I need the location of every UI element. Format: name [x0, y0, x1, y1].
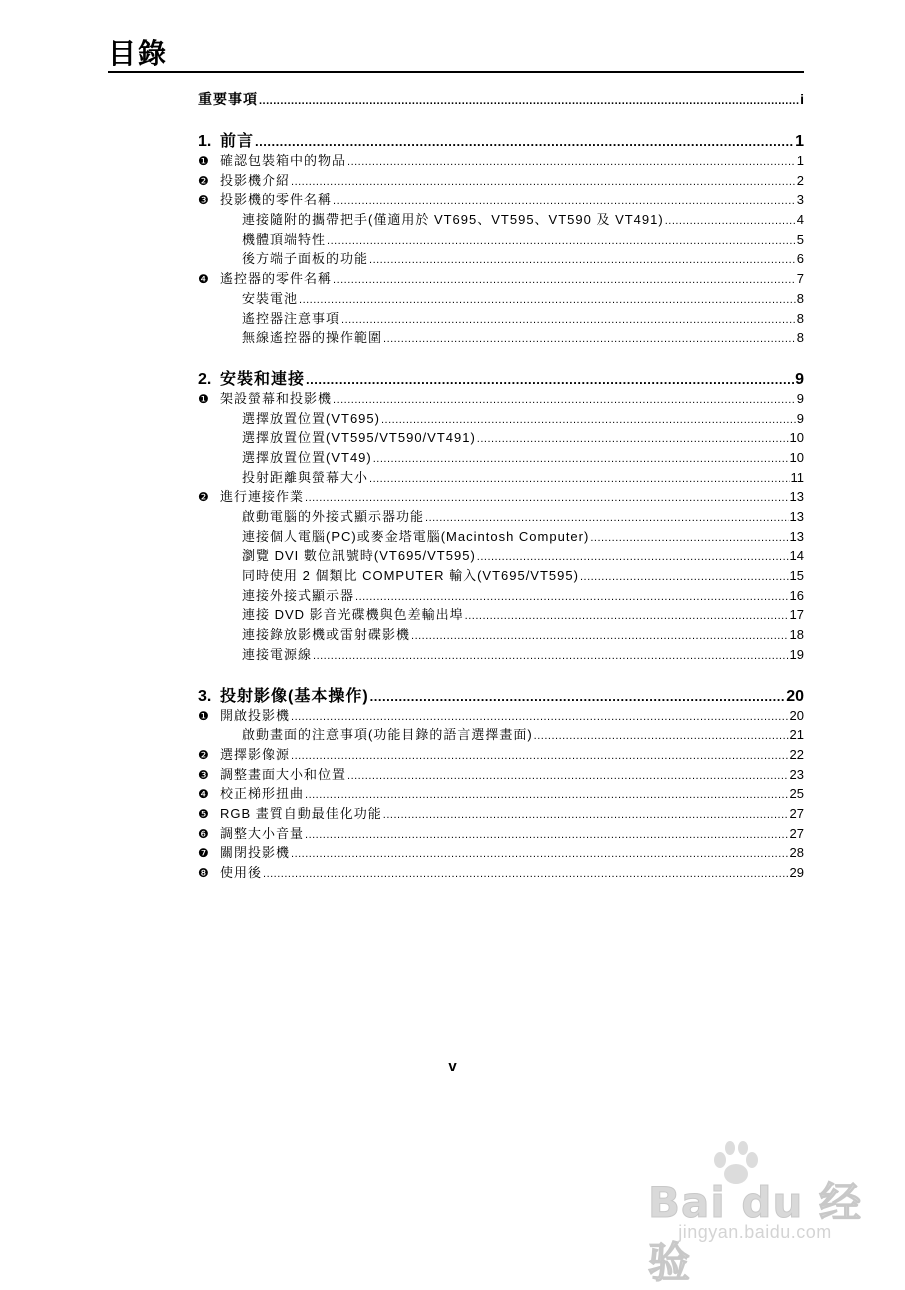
toc-entry-title: 投影機介紹: [220, 172, 291, 188]
toc-bullet-icon: ❷: [198, 173, 209, 188]
toc-entry-title: 架設螢幕和投影機: [220, 390, 333, 406]
toc-leader-dots: [333, 394, 796, 406]
toc-entry-title: 連接錄放影機或雷射碟影機: [242, 627, 411, 643]
watermark-logo-text: Bai du 经验: [648, 1178, 862, 1287]
toc-entry: [198, 150, 804, 170]
toc-entry-title: 校正梯形扭曲: [220, 786, 305, 802]
toc-page-number: 8: [796, 290, 804, 306]
toc-page-number: 21: [789, 727, 804, 743]
toc-leader-dots: [259, 95, 799, 107]
toc-leader-dots: [333, 195, 796, 207]
toc-chapter-number: 3.: [198, 687, 212, 705]
toc-page-number: 23: [789, 766, 804, 782]
table-of-contents: [198, 89, 804, 882]
toc-entry-title: 選擇放置位置(VT49): [242, 449, 372, 465]
toc-leader-dots: [665, 215, 796, 227]
toc-page-number: 18: [789, 627, 804, 643]
toc-page-number: 10: [789, 430, 804, 446]
toc-entry: [198, 189, 804, 209]
toc-entry-title: 開啟投影機: [220, 707, 291, 723]
toc-page-number: 8: [796, 310, 804, 326]
toc-leader-dots: [255, 134, 794, 149]
toc-entry: [198, 862, 804, 882]
toc-page-number: 6: [796, 251, 804, 267]
toc-leader-dots: [411, 630, 789, 642]
toc-subentry: [198, 288, 804, 308]
toc-page-number: 9: [795, 370, 804, 388]
title-divider: [108, 71, 804, 73]
toc-leader-dots: [383, 333, 796, 345]
toc-leader-dots: [291, 750, 789, 762]
toc-bullet-icon: ❽: [198, 866, 209, 880]
toc-page-number: 7: [796, 271, 804, 287]
toc-leader-dots: [347, 156, 796, 168]
toc-entry-title: 同時使用 2 個類比 COMPUTER 輸入(VT695/VT595): [242, 568, 579, 584]
toc-page-number: 25: [789, 786, 804, 802]
toc-subentry: [198, 585, 804, 605]
toc-entry-title: 調整畫面大小和位置: [220, 766, 347, 782]
toc-leader-dots: [370, 689, 786, 704]
toc-subentry: [198, 229, 804, 249]
toc-page-number: 29: [789, 865, 804, 880]
toc-page-number: 9: [796, 390, 804, 406]
toc-page-number: 20: [789, 707, 804, 723]
toc-page-number: 17: [789, 607, 804, 623]
toc-chapter-number: 1.: [198, 133, 212, 150]
toc-entry-title: 進行連接作業: [220, 489, 305, 505]
toc-bullet-icon: ❷: [198, 747, 209, 762]
toc-bullet-icon: ❹: [198, 787, 209, 802]
toc-leader-dots: [263, 868, 789, 880]
toc-bullet-icon: ❸: [198, 193, 209, 208]
toc-leader-dots: [291, 711, 789, 723]
toc-bullet-icon: ❺: [198, 806, 209, 821]
toc-entry: [198, 842, 804, 862]
toc-page-number: 27: [789, 805, 804, 821]
toc-leader-dots: [373, 453, 789, 465]
toc-entry-title: 遙控器的零件名稱: [220, 271, 333, 287]
toc-subentry: [198, 467, 804, 487]
toc-page-number: 15: [789, 568, 804, 584]
toc-entry: [198, 823, 804, 843]
toc-leader-dots: [580, 571, 789, 583]
toc-leader-dots: [305, 789, 789, 801]
toc-bullet-icon: ❻: [198, 826, 209, 841]
toc-bullet-icon: ❶: [198, 154, 209, 168]
toc-entry-title: 關閉投影機: [220, 845, 291, 861]
watermark-url: jingyan.baidu.com: [678, 1222, 832, 1242]
baidu-jingyan-watermark: [640, 1140, 870, 1287]
toc-entry-title: 投影機的零件名稱: [220, 192, 333, 208]
toc-chapter-number: 2.: [198, 370, 212, 388]
toc-entry-title: 調整大小音量: [220, 825, 305, 841]
toc-subentry: [198, 545, 804, 565]
toc-subentry: [198, 506, 804, 526]
toc-leader-dots: [465, 610, 789, 622]
toc-entry-title: 連接外接式顯示器: [242, 587, 355, 603]
toc-page-number: 14: [789, 548, 804, 564]
toc-entry-title: 連接電源線: [242, 646, 313, 662]
toc-leader-dots: [383, 809, 789, 821]
toc-leader-dots: [305, 492, 789, 504]
toc-page-number: 13: [789, 528, 804, 544]
page-number: v: [448, 1058, 457, 1075]
toc-page-number: 16: [789, 587, 804, 603]
toc-heading: [198, 89, 804, 109]
toc-page-number: 11: [790, 469, 804, 485]
toc-leader-dots: [477, 551, 789, 563]
toc-leader-dots: [369, 254, 796, 266]
toc-subentry: [198, 308, 804, 328]
toc-leader-dots: [369, 473, 789, 485]
toc-bullet-icon: ❶: [198, 708, 209, 723]
toc-page-number: 3: [796, 192, 804, 208]
toc-entry-title: 選擇放置位置(VT595/VT590/VT491): [242, 430, 476, 446]
toc-entry-title: 重要事項: [198, 91, 258, 107]
toc-page-number: 2: [796, 172, 804, 188]
toc-entry-title: 後方端子面板的功能: [242, 251, 369, 267]
toc-chapter: [198, 366, 804, 388]
toc-page-number: 13: [789, 509, 804, 524]
toc-entry: [198, 744, 804, 764]
toc-leader-dots: [341, 314, 796, 326]
toc-leader-dots: [299, 294, 796, 306]
toc-entry-title: 投射距離與螢幕大小: [242, 469, 369, 485]
toc-entry-title: RGB 畫質自動最佳化功能: [220, 805, 382, 821]
toc-bullet-icon: ❹: [198, 272, 209, 287]
toc-leader-dots: [425, 512, 789, 524]
toc-entry-title: 瀏覽 DVI 數位訊號時(VT695/VT595): [242, 548, 476, 564]
toc-entry-title: 無線遙控器的操作範圍: [242, 330, 383, 346]
toc-chapter: [198, 128, 804, 150]
toc-page-number: 22: [789, 746, 804, 762]
toc-page-number: i: [800, 91, 804, 107]
toc-entry-title: 選擇影像源: [220, 746, 291, 762]
toc-page-number: 4: [796, 212, 804, 228]
toc-entry: [198, 486, 804, 506]
toc-entry: [198, 268, 804, 288]
toc-subentry: [198, 624, 804, 644]
toc-page-number: 20: [786, 687, 804, 705]
toc-subentry: [198, 565, 804, 585]
toc-leader-dots: [347, 770, 789, 782]
toc-leader-dots: [333, 274, 796, 286]
toc-page-number: 10: [789, 449, 804, 465]
toc-subentry: [198, 447, 804, 467]
toc-leader-dots: [355, 591, 789, 603]
toc-bullet-icon: ❷: [198, 490, 209, 505]
toc-entry-title: 前言: [220, 133, 255, 150]
toc-leader-dots: [534, 730, 789, 742]
toc-leader-dots: [291, 176, 796, 188]
toc-entry: [198, 388, 804, 408]
toc-entry-title: 機體頂端特性: [242, 231, 327, 247]
toc-entry-title: 連接隨附的攜帶把手(僅適用於 VT695、VT595、VT590 及 VT491): [242, 212, 664, 228]
toc-entry-title: 投射影像(基本操作): [220, 687, 369, 705]
toc-leader-dots: [590, 532, 788, 544]
toc-entry: [198, 803, 804, 823]
toc-leader-dots: [477, 433, 789, 445]
toc-leader-dots: [381, 414, 796, 426]
toc-subentry: [198, 644, 804, 664]
toc-page-number: 19: [789, 646, 804, 662]
toc-entry: [198, 170, 804, 190]
toc-entry-title: 確認包裝箱中的物品: [220, 153, 347, 168]
toc-entry-title: 安裝和連接: [220, 370, 306, 388]
toc-subentry: [198, 724, 804, 744]
toc-subentry: [198, 209, 804, 229]
toc-entry: [198, 783, 804, 803]
toc-entry: [198, 705, 804, 725]
toc-entry-title: 選擇放置位置(VT695): [242, 410, 380, 426]
toc-subentry: [198, 427, 804, 447]
toc-page-number: 1: [795, 133, 804, 150]
toc-bullet-icon: ❸: [198, 767, 209, 782]
toc-page-number: 8: [796, 330, 804, 346]
toc-leader-dots: [327, 235, 796, 247]
toc-entry: [198, 764, 804, 784]
toc-leader-dots: [306, 372, 794, 387]
toc-page-number: 27: [789, 825, 804, 841]
toc-entry-title: 啟動電腦的外接式顯示器功能: [242, 509, 425, 524]
toc-subentry: [198, 408, 804, 428]
toc-subentry: [198, 327, 804, 347]
toc-entry-title: 使用後: [220, 865, 263, 880]
toc-entry-title: 遙控器注意事項: [242, 310, 341, 326]
toc-bullet-icon: ❼: [198, 846, 209, 861]
toc-entry-title: 安裝電池: [242, 290, 299, 306]
toc-leader-dots: [305, 829, 789, 841]
page-title: 目錄: [108, 37, 169, 70]
toc-leader-dots: [291, 848, 789, 860]
toc-entry-title: 連接個人電腦(PC)或麥金塔電腦(Macintosh Computer): [242, 528, 590, 544]
toc-subentry: [198, 526, 804, 546]
toc-entry-title: 連接 DVD 影音光碟機與色差輸出埠: [242, 607, 464, 623]
toc-leader-dots: [313, 650, 789, 662]
toc-page-number: 9: [796, 410, 804, 426]
toc-page-number: 1: [796, 153, 804, 168]
toc-page-number: 13: [789, 489, 804, 505]
toc-entry-title: 啟動畫面的注意事項(功能目錄的語言選擇畫面): [242, 727, 533, 743]
toc-page-number: 5: [796, 231, 804, 247]
toc-chapter: [198, 683, 804, 705]
toc-page-number: 28: [789, 845, 804, 861]
toc-subentry: [198, 604, 804, 624]
toc-subentry: [198, 248, 804, 268]
toc-bullet-icon: ❶: [198, 391, 209, 406]
